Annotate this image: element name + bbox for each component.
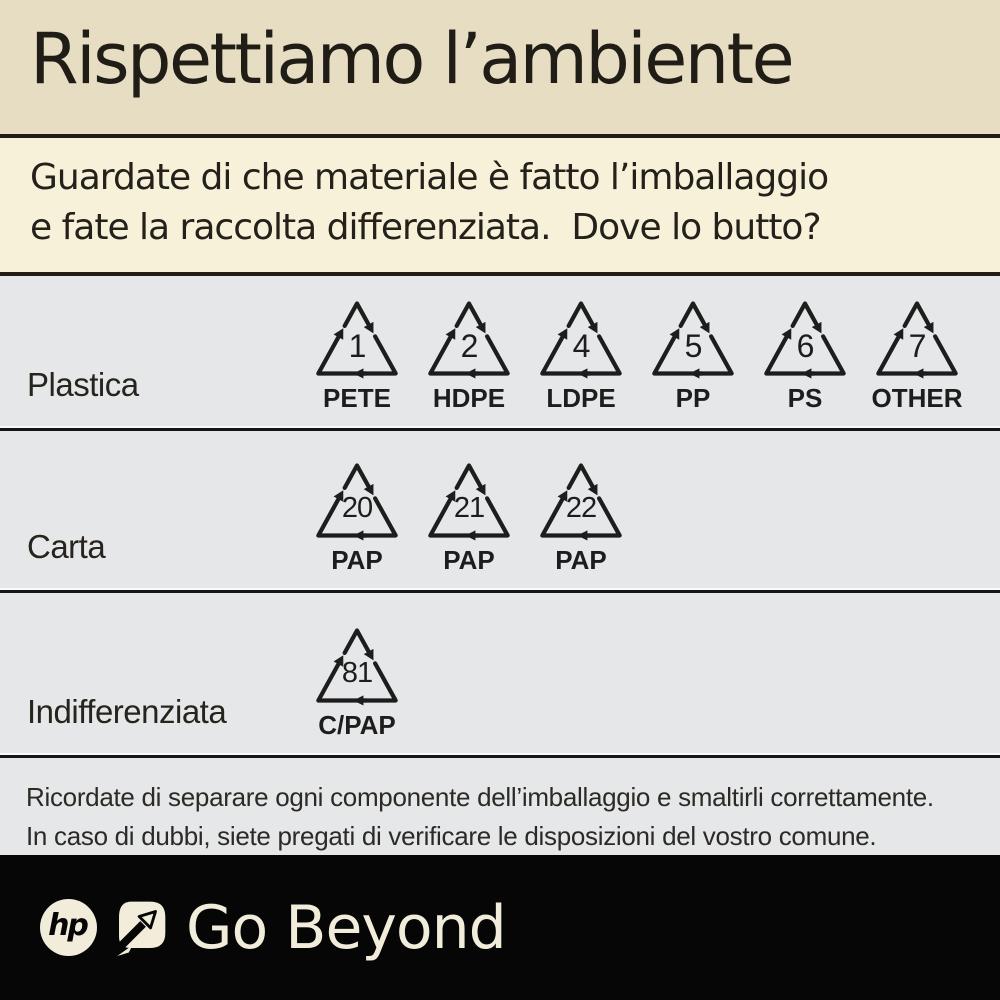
symbol-list bbox=[301, 459, 637, 576]
resin-code: 81 bbox=[341, 656, 373, 689]
resin-code: 20 bbox=[341, 491, 373, 524]
recycling-triangle-icon bbox=[647, 297, 739, 380]
material-row-label: Carta bbox=[27, 528, 106, 565]
material-code-label: OTHER bbox=[871, 383, 963, 413]
material-row-label: Indifferenziata bbox=[27, 693, 227, 730]
material-code-label: LDPE bbox=[546, 383, 616, 413]
resin-code: 22 bbox=[565, 491, 597, 524]
recycling-symbol bbox=[413, 297, 525, 414]
symbol-list bbox=[301, 624, 413, 741]
intro-line-1: Guardate di che materiale è fatto l’imballaggio bbox=[30, 157, 829, 198]
recycling-triangle-icon bbox=[311, 624, 403, 707]
recycling-symbol bbox=[525, 297, 637, 414]
symbol-list bbox=[301, 297, 973, 414]
hp-logo-icon bbox=[40, 899, 97, 956]
resin-code: 5 bbox=[684, 327, 702, 364]
recycling-triangle-icon bbox=[311, 459, 403, 542]
resin-code: 2 bbox=[460, 327, 478, 364]
header-section bbox=[0, 0, 1000, 134]
material-code-label: PS bbox=[787, 383, 823, 413]
material-rows bbox=[0, 276, 1000, 758]
brand-tagline: Go Beyond bbox=[186, 892, 506, 963]
recycling-symbol bbox=[301, 624, 413, 741]
recycling-symbol bbox=[301, 297, 413, 414]
brand-bar bbox=[0, 855, 1000, 1000]
recycling-symbol bbox=[525, 459, 637, 576]
note-line-1: Ricordate di separare ogni componente dell’imballaggio e smaltirli correttamente. bbox=[26, 782, 934, 812]
recycling-triangle-icon bbox=[871, 297, 963, 380]
material-row-label: Plastica bbox=[27, 366, 139, 403]
recycling-symbol bbox=[637, 297, 749, 414]
intro-line-2: e fate la raccolta differenziata. Dove lo butto? bbox=[30, 207, 821, 248]
resin-code: 1 bbox=[348, 327, 366, 364]
resin-code: 7 bbox=[908, 327, 926, 364]
material-row bbox=[0, 431, 1000, 588]
material-row bbox=[0, 276, 1000, 426]
material-code-label: PP bbox=[675, 383, 711, 413]
recycling-triangle-icon bbox=[535, 459, 627, 542]
resin-code: 21 bbox=[453, 491, 485, 524]
material-code-label: HDPE bbox=[432, 383, 506, 413]
page-title: Rispettiamo l’ambiente bbox=[30, 18, 793, 100]
note-line-2: In caso di dubbi, siete pregati di verificare le disposizioni del vostro comune. bbox=[26, 821, 877, 851]
resin-code: 6 bbox=[796, 327, 814, 364]
note-section bbox=[0, 758, 1000, 855]
material-row bbox=[0, 593, 1000, 753]
intro-section bbox=[0, 138, 1000, 272]
go-beyond-arrow-icon bbox=[111, 899, 168, 956]
recycling-symbol bbox=[749, 297, 861, 414]
material-code-label: C/PAP bbox=[318, 710, 396, 740]
material-code-label: PETE bbox=[323, 383, 391, 413]
recycling-symbol bbox=[413, 459, 525, 576]
recycling-triangle-icon bbox=[423, 297, 515, 380]
recycling-symbol bbox=[301, 459, 413, 576]
resin-code: 4 bbox=[572, 327, 590, 364]
recycling-triangle-icon bbox=[423, 459, 515, 542]
recycling-triangle-icon bbox=[759, 297, 851, 380]
recycling-triangle-icon bbox=[311, 297, 403, 380]
material-code-label: PAP bbox=[443, 545, 495, 575]
material-code-label: PAP bbox=[555, 545, 607, 575]
hp-logo-text: hp bbox=[48, 908, 87, 943]
material-code-label: PAP bbox=[331, 545, 383, 575]
recycling-triangle-icon bbox=[535, 297, 627, 380]
recycling-symbol bbox=[861, 297, 973, 414]
